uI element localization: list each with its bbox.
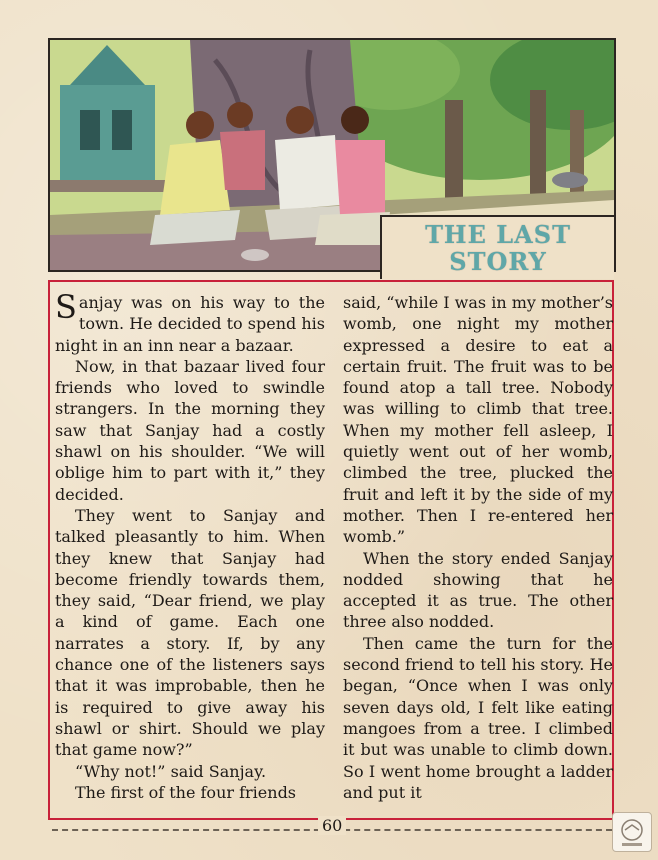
story-title xyxy=(380,215,614,279)
paragraph: Then came the turn for the second friend to tell his story. He began, “Once when I was only seven days old, I felt like eating mangoes from a tree. I climbed it but was unable to climb down. So I went home brought a ladder and put it xyxy=(343,633,613,802)
paragraph: When the story ended Sanjay nodded showing that he accepted it as true. The other three also nodded. xyxy=(343,548,613,632)
paragraph xyxy=(55,288,325,356)
paragraph: said, “while I was in my mother’s womb, one night my mother expressed a desire to eat a certain fruit. The fruit was to be found atop a tall tree. Nobody was willing to climb that tree. When my mother fell asleep, I quietly went out of her womb, climbed the tree, plucked the fruit and left it by the side of my mother. Then I re-entered her womb.” xyxy=(343,293,613,547)
title-line-2: STORY xyxy=(449,247,547,276)
paragraph: Now, in that bazaar lived four friends who loved to swindle strangers. In the morning they saw that Sanjay had a costly shawl on his shoulder. “We will oblige him to part with it,” they decided. xyxy=(55,356,325,504)
title-line-1: THE LAST xyxy=(425,220,571,249)
left-text-column xyxy=(55,288,325,803)
right-text-column xyxy=(343,292,613,803)
paragraph: The first of the four friends xyxy=(75,782,297,802)
paragraph-text: anjay was on his way to the town. He decided to spend his night in an inn near a bazaar. xyxy=(55,293,325,355)
scanner-logo-icon xyxy=(612,812,652,852)
drop-cap: S xyxy=(55,288,77,326)
page-number: 60 xyxy=(318,816,346,835)
paragraph: They went to Sanjay and talked pleasantly to him. When they knew that Sanjay had become friendly towards them, they said, “Dear friend, we play a kind of game. Each one narrates a story. If, by any chance one of the listeners says that it was improbable, then he is required to give away his shawl or shirt. Should we play that game now?” xyxy=(55,505,325,760)
paragraph: “Why not!” said Sanjay. xyxy=(75,761,267,781)
